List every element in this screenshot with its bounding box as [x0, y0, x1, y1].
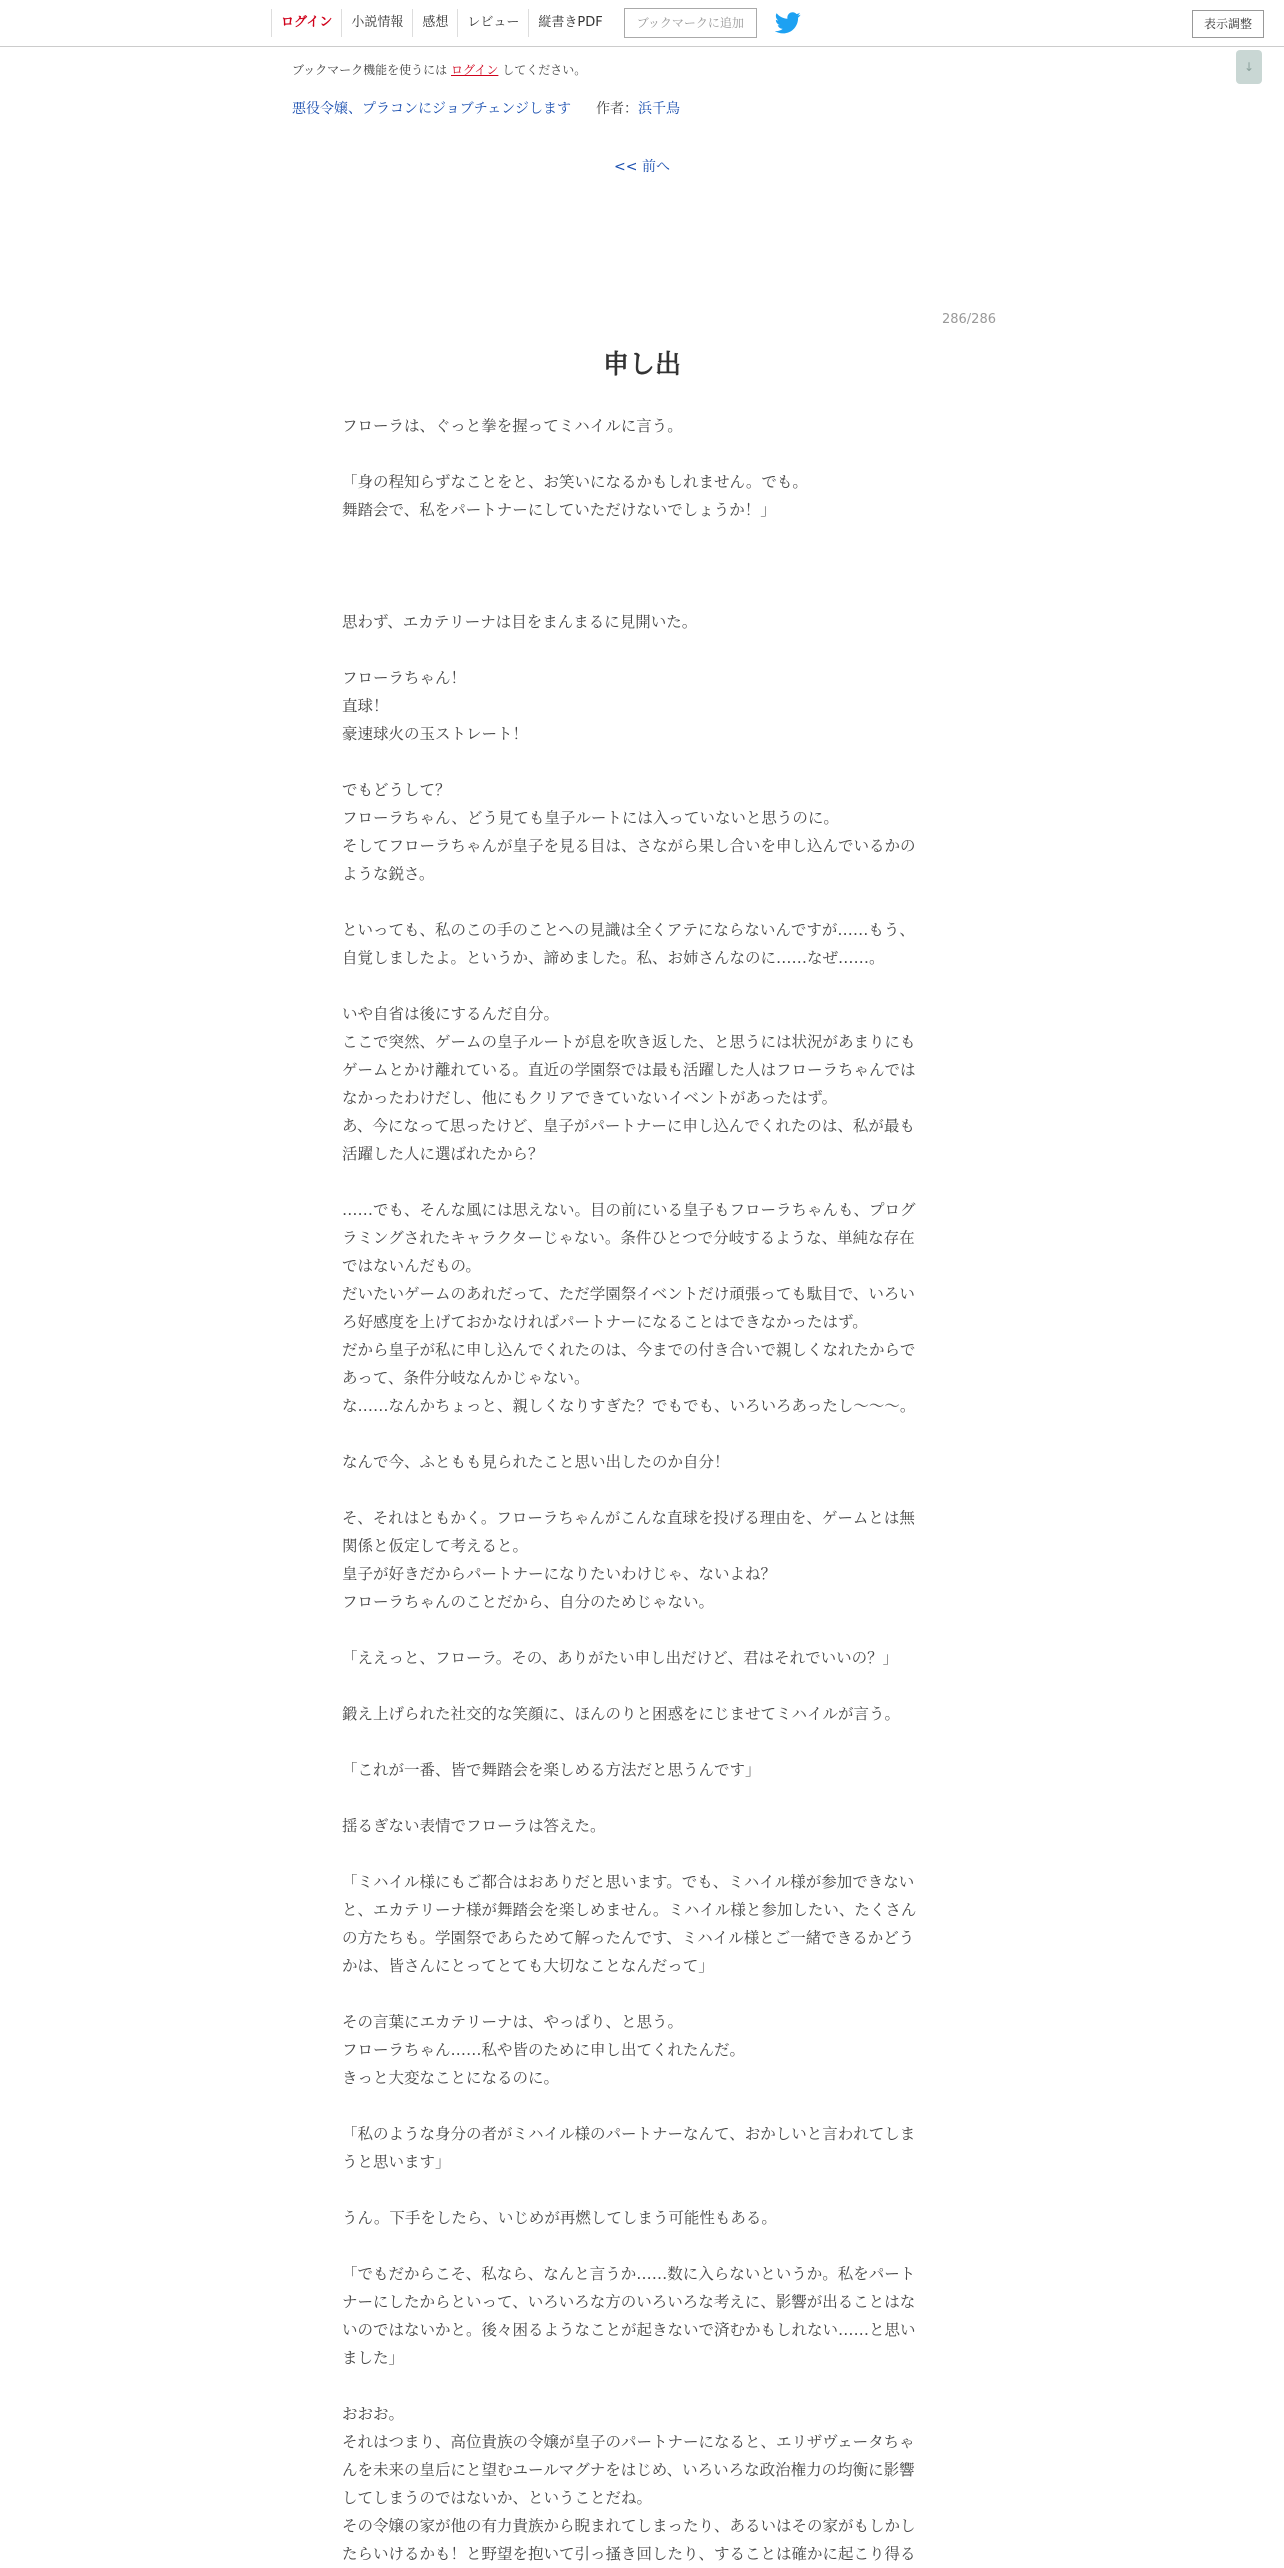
- body-line: きっと大変なことになるのに。: [342, 2069, 560, 2087]
- chapter-title: 申し出: [602, 350, 681, 380]
- body-line: 思わず、エカテリーナは目をまんまるに見開いた。: [342, 613, 698, 631]
- scroll-down-tab[interactable]: ↓: [1236, 50, 1262, 84]
- body-line: なんで今、ふともも見られたこと思い出したのか自分！: [342, 1453, 730, 1471]
- body-line: ラミングされたキャラクターじゃない。条件ひとつで分岐するような、単純な存在: [342, 1229, 915, 1247]
- twitter-bird-icon[interactable]: [775, 12, 801, 34]
- body-line: [342, 524, 942, 552]
- body-line: 直球！: [342, 697, 389, 715]
- body-line: [342, 636, 942, 664]
- body-line: いや自省は後にするんだ自分。: [342, 1005, 560, 1023]
- body-line: 「ミハイル様にもご都合はおありだと思います。でも、ミハイル様が参加できない: [342, 1873, 915, 1891]
- nav-novel-info[interactable]: 小説情報: [341, 9, 412, 37]
- body-line: [342, 440, 942, 468]
- body-line: と、エカテリーナ様が舞踏会を楽しめません。ミハイル様と参加したい、たくさん: [342, 1901, 917, 1919]
- body-line: 関係と仮定して考えると。: [342, 1537, 529, 1555]
- body-line: [342, 1980, 942, 2008]
- body-line: んを未来の皇后にと望むユールマグナをはじめ、いろいろな政治権力の均衡に影響: [342, 2461, 915, 2479]
- bookmark-login-notice: [292, 61, 586, 78]
- body-line: 舞踏会で、私をパートナーにしていただけないでしょうか！」: [342, 501, 776, 519]
- body-line: あ、今になって思ったけど、皇子がパートナーに申し込んでくれたのは、私が最も: [342, 1117, 915, 1135]
- body-line: その令嬢の家が他の有力貴族から睨まれてしまったり、あるいはその家がもしかし: [342, 2517, 916, 2535]
- body-line: [342, 2372, 942, 2400]
- body-line: でもどうして？: [342, 781, 451, 799]
- body-line: あって、条件分岐なんかじゃない。: [342, 1369, 590, 1387]
- body-line: してしまうのではないか、ということだね。: [342, 2489, 653, 2507]
- main-nav: [271, 0, 801, 46]
- body-line: そしてフローラちゃんが皇子を見る目は、さながら果し合いを申し込んでいるかの: [342, 837, 916, 855]
- body-line: [342, 2232, 942, 2260]
- body-line: いのではないかと。後々困るようなことが起きないで済むかもしれない……と思い: [342, 2321, 916, 2339]
- nav-review[interactable]: レビュー: [457, 9, 528, 37]
- body-line: 「身の程知らずなことをと、お笑いになるかもしれません。でも。: [342, 473, 808, 491]
- add-bookmark-button[interactable]: ブックマークに追加: [624, 8, 757, 38]
- body-line: なかったわけだし、他にもクリアできていないイベントがあったはず。: [342, 1089, 838, 1107]
- notice-login-link[interactable]: ログイン: [450, 63, 499, 77]
- body-line: [342, 888, 942, 916]
- body-line: それはつまり、高位貴族の令嬢が皇子のパートナーになると、エリザヴェータちゃ: [342, 2433, 915, 2451]
- body-line: フローラちゃんのことだから、自分のためじゃない。: [342, 1593, 715, 1611]
- body-line: [342, 1784, 942, 1812]
- body-line: ナーにしたからといって、いろいろな方のいろいろな考えに、影響が出ることはな: [342, 2293, 916, 2311]
- body-line: フローラちゃん……私や皆のために申し出てくれたんだ。: [342, 2041, 746, 2059]
- body-line: [342, 972, 942, 1000]
- body-line: [342, 1728, 942, 1756]
- site-header: [0, 0, 1284, 47]
- body-line: 豪速球火の玉ストレート！: [342, 725, 529, 743]
- body-line: [342, 1672, 942, 1700]
- display-settings-button[interactable]: 表示調整: [1192, 10, 1264, 38]
- body-line: だから皇子が私に申し込んでくれたのは、今までの付き合いで親しくなれたからで: [342, 1341, 916, 1359]
- body-line: [342, 580, 942, 608]
- body-line: ろ好感度を上げておかなければパートナーになることはできなかったはず。: [342, 1313, 868, 1331]
- nav-vertical-pdf[interactable]: 縦書きPDF: [528, 9, 611, 37]
- body-line: 皇子が好きだからパートナーになりたいわけじゃ、ないよね？: [342, 1565, 777, 1583]
- body-line: ここで突然、ゲームの皇子ルートが息を吹き返した、と思うには状況があまりにも: [342, 1033, 916, 1051]
- novel-body-text: [342, 412, 942, 2568]
- body-line: たらいけるかも！と野望を抱いて引っ搔き回したり、することは確かに起こり得る: [342, 2545, 916, 2563]
- body-line: フローラちゃん！: [342, 669, 467, 687]
- body-line: [342, 748, 942, 776]
- body-line: [342, 1476, 942, 1504]
- body-line: かは、皆さんにとってとても大切なことなんだって」: [342, 1957, 714, 1975]
- body-line: の方たちも。学園祭であらためて解ったんです、ミハイル様とご一緒できるかどう: [342, 1929, 915, 1947]
- body-line: 「ええっと、フローラ。その、ありがたい申し出だけど、君はそれでいいの？」: [342, 1649, 899, 1667]
- body-line: ではないんだもの。: [342, 1257, 481, 1275]
- prev-nav: [0, 156, 1284, 176]
- body-line: [342, 1168, 942, 1196]
- body-line: 「これが一番、皆で舞踏会を楽しめる方法だと思うんです」: [342, 1761, 761, 1779]
- author-link[interactable]: 浜千鳥: [638, 101, 680, 117]
- body-line: ゲームとかけ離れている。直近の学園祭では最も活躍した人はフローラちゃんでは: [342, 1061, 916, 1079]
- body-line: 「私のような身分の者がミハイル様のパートナーなんて、おかしいと言われてしま: [342, 2125, 916, 2143]
- body-line: うん。下手をしたら、いじめが再燃してしまう可能性もある。: [342, 2209, 777, 2227]
- nav-impressions[interactable]: 感想: [412, 9, 457, 37]
- body-line: ……でも、そんな風には思えない。目の前にいる皇子もフローラちゃんも、プログ: [342, 1201, 916, 1219]
- novel-title-link[interactable]: 悪役令嬢、プラコンにジョブチェンジします: [292, 101, 571, 117]
- author-info: [596, 98, 680, 118]
- body-line: そ、それはともかく。フローラちゃんがこんな直球を投げる理由を、ゲームとは無: [342, 1509, 915, 1527]
- body-line: といっても、私のこの手のことへの見識は全くアテにならないんですが……もう、: [342, 921, 915, 939]
- body-line: フローラちゃん、どう見ても皇子ルートには入っていないと思うのに。: [342, 809, 839, 827]
- notice-text-before: ブックマーク機能を使うには: [292, 63, 451, 77]
- body-line: [342, 552, 942, 580]
- body-line: [342, 1840, 942, 1868]
- body-line: [342, 2092, 942, 2120]
- page-counter: 286/286: [941, 312, 996, 327]
- body-line: だいたいゲームのあれだって、ただ学園祭イベントだけ頑張っても駄目で、いろい: [342, 1285, 915, 1303]
- body-line: その言葉にエカテリーナは、やっぱり、と思う。: [342, 2013, 684, 2031]
- body-line: ました」: [342, 2349, 405, 2367]
- nav-login[interactable]: ログイン: [271, 9, 341, 37]
- author-label: 作者：: [596, 101, 638, 117]
- body-line: うと思います」: [342, 2153, 451, 2171]
- body-line: ような鋭さ。: [342, 865, 435, 883]
- prev-page-link[interactable]: << 前へ: [614, 159, 670, 175]
- body-line: フローラは、ぐっと拳を握ってミハイルに言う。: [342, 417, 683, 435]
- body-line: おおお。: [342, 2405, 405, 2423]
- body-line: 揺るぎない表情でフローラは答えた。: [342, 1817, 606, 1835]
- body-line: な……なんかちょっと、親しくなりすぎた？でもでも、いろいろあったし〜〜〜。: [342, 1397, 916, 1415]
- body-line: 鍛え上げられた社交的な笑顔に、ほんのりと困惑をにじませてミハイルが言う。: [342, 1705, 901, 1723]
- body-line: 「でもだからこそ、私なら、なんと言うか……数に入らないというか。私をパート: [342, 2265, 916, 2283]
- body-line: [342, 2176, 942, 2204]
- body-line: [342, 1616, 942, 1644]
- body-line: 活躍した人に選ばれたから？: [342, 1145, 544, 1163]
- body-line: [342, 1420, 942, 1448]
- body-line: 自覚しましたよ。というか、諦めました。私、お姉さんなのに……なぜ……。: [342, 949, 885, 967]
- notice-text-after: してください。: [498, 63, 587, 77]
